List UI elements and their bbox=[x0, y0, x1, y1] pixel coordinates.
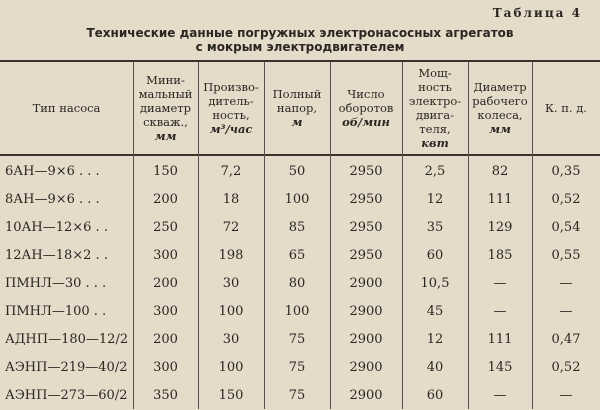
cell-motor-power: 12 bbox=[426, 332, 444, 347]
cell-impeller-diameter: 111 bbox=[487, 192, 513, 207]
header-line: напор, bbox=[276, 101, 318, 115]
cell-motor-power: 40 bbox=[426, 360, 444, 375]
header-impeller-diameter bbox=[468, 64, 532, 152]
cell-capacity: 198 bbox=[218, 248, 244, 263]
cell-impeller-diameter: 111 bbox=[487, 332, 513, 347]
header-line: ность, bbox=[212, 108, 250, 122]
cell-impeller-diameter: — bbox=[493, 276, 507, 291]
cell-efficiency: — bbox=[559, 304, 573, 319]
header-motor-power bbox=[402, 64, 468, 152]
cell-motor-power: 12 bbox=[426, 192, 444, 207]
header-unit: м³/час bbox=[209, 122, 253, 136]
header-total-head bbox=[264, 64, 330, 152]
header-line: Диаметр bbox=[473, 80, 527, 94]
cell-capacity: 30 bbox=[222, 276, 240, 291]
cell-pump-type: ПМНЛ—100 . . bbox=[5, 304, 107, 319]
header-line: дитель- bbox=[208, 94, 254, 108]
cell-pump-type: АДНП—180—12/2 bbox=[5, 332, 129, 347]
cell-capacity: 100 bbox=[218, 304, 244, 319]
table-row bbox=[0, 242, 600, 270]
header-line: оборотов bbox=[338, 101, 394, 115]
table-row bbox=[0, 354, 600, 382]
cell-speed: 2900 bbox=[349, 388, 383, 403]
header-line: Произво- bbox=[203, 80, 259, 94]
header-unit: мм bbox=[489, 122, 511, 136]
table-row bbox=[0, 214, 600, 242]
cell-impeller-diameter: 129 bbox=[487, 220, 513, 235]
cell-motor-power: 60 bbox=[426, 248, 444, 263]
header-unit: об/мин bbox=[342, 115, 390, 129]
header-speed bbox=[330, 64, 402, 152]
header-line: мальный bbox=[138, 87, 193, 101]
table-row bbox=[0, 158, 600, 186]
header-unit: квт bbox=[421, 136, 449, 150]
cell-efficiency: 0,52 bbox=[551, 360, 581, 375]
header-min-well-diameter bbox=[133, 64, 198, 152]
cell-capacity: 7,2 bbox=[220, 164, 242, 179]
header-line: ность bbox=[418, 80, 452, 94]
cell-efficiency: 0,52 bbox=[551, 192, 581, 207]
header-line: колеса, bbox=[477, 108, 523, 122]
cell-capacity: 72 bbox=[222, 220, 240, 235]
header-bottom-rule bbox=[0, 154, 600, 156]
table-row bbox=[0, 186, 600, 214]
cell-efficiency: 0,47 bbox=[551, 332, 581, 347]
cell-total-head: 100 bbox=[284, 304, 310, 319]
cell-speed: 2950 bbox=[349, 192, 383, 207]
cell-motor-power: 2,5 bbox=[424, 164, 446, 179]
cell-speed: 2900 bbox=[349, 332, 383, 347]
cell-min-well-diameter: 300 bbox=[153, 360, 178, 375]
cell-min-well-diameter: 200 bbox=[153, 276, 178, 291]
header-line: электро- bbox=[408, 94, 462, 108]
cell-speed: 2900 bbox=[349, 360, 383, 375]
cell-pump-type: 12АН—18×2 . . bbox=[5, 248, 108, 263]
cell-impeller-diameter: — bbox=[493, 388, 507, 403]
header-line: рабочего bbox=[472, 94, 528, 108]
cell-pump-type: 6АН—9×6 . . . bbox=[5, 164, 100, 179]
header-line: Число bbox=[347, 87, 385, 101]
header-line: К. п. д. bbox=[545, 101, 587, 115]
cell-efficiency: 0,35 bbox=[551, 164, 581, 179]
cell-total-head: 65 bbox=[288, 248, 306, 263]
cell-motor-power: 45 bbox=[426, 304, 444, 319]
cell-efficiency: — bbox=[559, 388, 573, 403]
cell-impeller-diameter: 145 bbox=[487, 360, 513, 375]
cell-total-head: 80 bbox=[288, 276, 306, 291]
cell-motor-power: 60 bbox=[426, 388, 444, 403]
header-line: двига- bbox=[416, 108, 454, 122]
cell-total-head: 50 bbox=[288, 164, 306, 179]
cell-impeller-diameter: — bbox=[493, 304, 507, 319]
table-row bbox=[0, 298, 600, 326]
table-row bbox=[0, 382, 600, 410]
cell-pump-type: 8АН—9×6 . . . bbox=[5, 192, 100, 207]
cell-impeller-diameter: 185 bbox=[487, 248, 513, 263]
cell-capacity: 150 bbox=[218, 388, 244, 403]
header-unit: мм bbox=[154, 129, 177, 143]
header-line: теля, bbox=[419, 122, 451, 136]
header-unit: м bbox=[291, 115, 303, 129]
cell-total-head: 75 bbox=[288, 332, 306, 347]
cell-total-head: 75 bbox=[288, 360, 306, 375]
cell-min-well-diameter: 250 bbox=[153, 220, 178, 235]
cell-min-well-diameter: 300 bbox=[153, 304, 178, 319]
table-row bbox=[0, 270, 600, 298]
header-pump-type bbox=[0, 64, 133, 152]
cell-efficiency: 0,54 bbox=[551, 220, 581, 235]
cell-motor-power: 35 bbox=[426, 220, 444, 235]
cell-min-well-diameter: 300 bbox=[153, 248, 178, 263]
table-number-label: Таблица 4 bbox=[492, 6, 582, 20]
table-caption-line-1: Технические данные погружных электронасосных агрегатов bbox=[86, 26, 514, 40]
cell-speed: 2900 bbox=[349, 276, 383, 291]
cell-min-well-diameter: 200 bbox=[153, 332, 178, 347]
table-top-rule bbox=[0, 60, 600, 62]
cell-total-head: 100 bbox=[284, 192, 310, 207]
cell-pump-type: 10АН—12×6 . . bbox=[5, 220, 108, 235]
cell-total-head: 85 bbox=[288, 220, 306, 235]
header-line: Тип насоса bbox=[32, 101, 101, 115]
cell-speed: 2950 bbox=[349, 220, 383, 235]
cell-min-well-diameter: 200 bbox=[153, 192, 178, 207]
cell-pump-type: АЭНП—219—40/2 bbox=[5, 360, 128, 375]
header-capacity bbox=[198, 64, 264, 152]
cell-speed: 2900 bbox=[349, 304, 383, 319]
cell-motor-power: 10,5 bbox=[420, 276, 450, 291]
header-line: Мощ- bbox=[418, 66, 452, 80]
header-line: скваж., bbox=[143, 115, 188, 129]
header-line: Мини- bbox=[146, 73, 185, 87]
cell-min-well-diameter: 150 bbox=[153, 164, 178, 179]
cell-speed: 2950 bbox=[349, 248, 383, 263]
cell-impeller-diameter: 82 bbox=[491, 164, 509, 179]
cell-efficiency: — bbox=[559, 276, 573, 291]
table-row bbox=[0, 326, 600, 354]
cell-capacity: 18 bbox=[222, 192, 240, 207]
cell-speed: 2950 bbox=[349, 164, 383, 179]
cell-pump-type: АЭНП—273—60/2 bbox=[5, 388, 128, 403]
table-caption-line-2: с мокрым электродвигателем bbox=[195, 40, 405, 54]
header-line: Полный bbox=[272, 87, 322, 101]
cell-capacity: 100 bbox=[218, 360, 244, 375]
header-line: диаметр bbox=[139, 101, 192, 115]
cell-efficiency: 0,55 bbox=[551, 248, 581, 263]
cell-total-head: 75 bbox=[288, 388, 306, 403]
header-efficiency bbox=[532, 64, 600, 152]
cell-capacity: 30 bbox=[222, 332, 240, 347]
cell-min-well-diameter: 350 bbox=[153, 388, 178, 403]
cell-pump-type: ПМНЛ—30 . . . bbox=[5, 276, 107, 291]
